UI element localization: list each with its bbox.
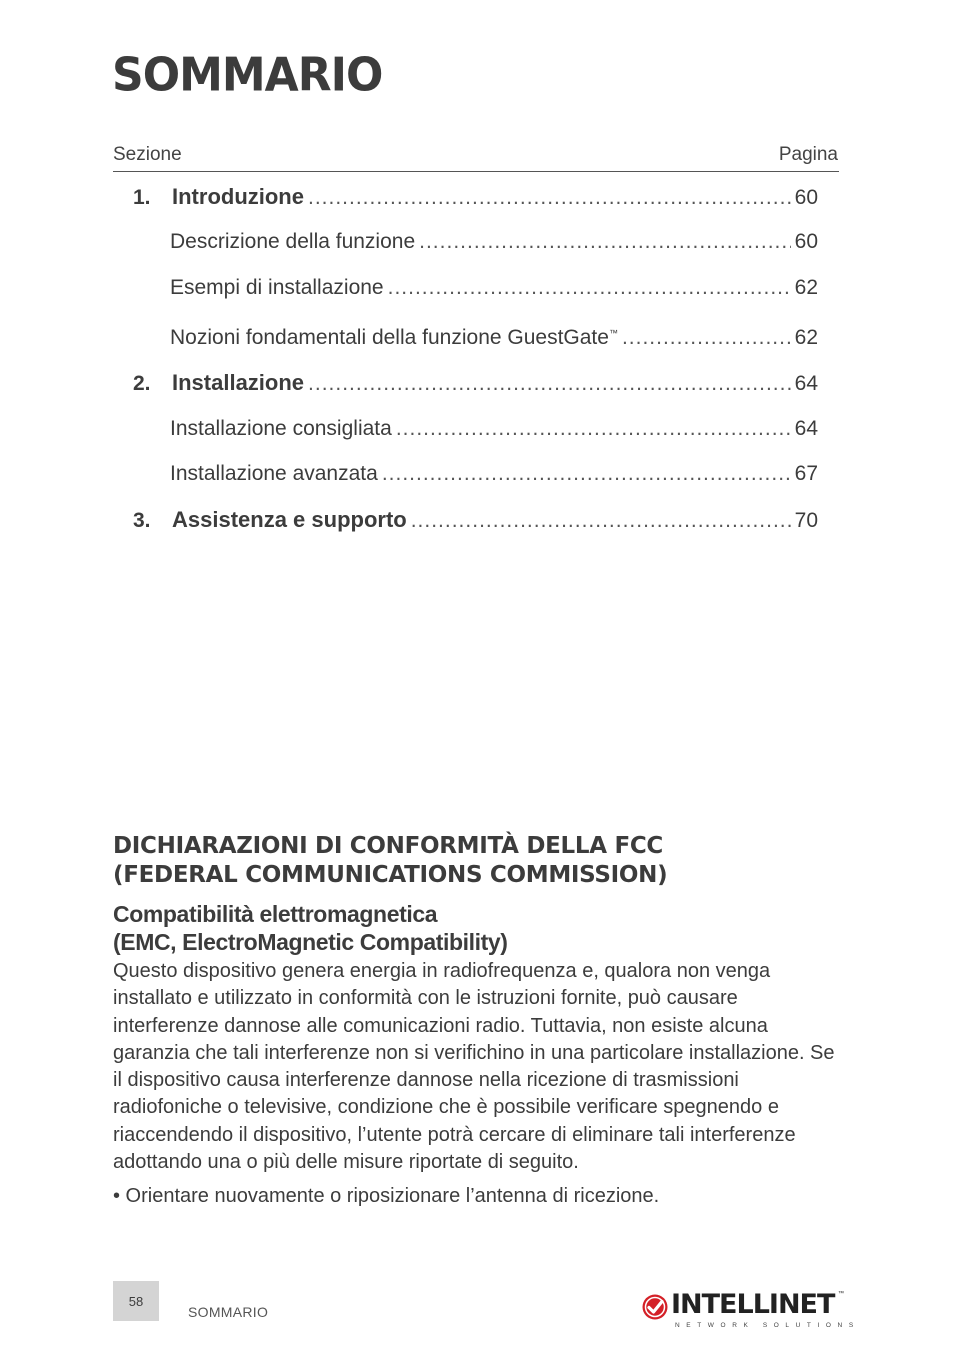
toc-entry-installazione-consigliata[interactable] [170,417,818,441]
toc-entry-assistenza[interactable] [133,507,818,533]
toc-entry-label: Installazione [172,370,305,395]
toc-leader-dots [622,326,791,350]
toc-leader-dots [388,276,791,300]
toc-entry-label-text: Nozioni fondamentali della funzione GuestGate [170,326,609,349]
toc-entry-installazione[interactable] [133,370,818,396]
toc-entry-label [170,326,618,350]
toc-divider [113,171,839,172]
emc-bullet-item: • Orientare nuovamente o riposizionare l’antenna di ricezione. [113,1185,660,1207]
toc-entry-label: Installazione avanzata [170,462,378,485]
intellinet-logo [641,1289,860,1333]
toc-entry-page: 60 [794,230,818,253]
toc-entry-esempi[interactable] [170,276,818,300]
toc-leader-dots [382,462,791,486]
toc-entry-installazione-avanzata[interactable] [170,462,818,486]
logo-trademark: ™ [838,1291,844,1297]
emc-title-line1: Compatibilità elettromagnetica [113,901,438,927]
toc-entry-page: 62 [794,326,818,349]
toc-entry-label: Introduzione [172,184,304,209]
toc-entry-page: 67 [794,462,818,485]
toc-section-heading: Sezione [113,144,182,165]
toc-entry-label: Esempi di installazione [170,276,384,299]
emc-title-line2: (EMC, ElectroMagnetic Compatibility) [113,929,508,955]
toc-entry-page: 64 [794,372,818,395]
toc-entry-label: Descrizione della funzione [170,230,416,253]
fcc-section-title [113,832,667,890]
toc-page-heading: Pagina [778,144,838,165]
check-circle-icon [641,1293,669,1321]
toc-leader-dots [411,509,791,533]
page-number-badge [113,1281,159,1321]
toc-entry-label: Installazione consigliata [170,417,392,440]
toc-entry-page: 64 [794,417,818,440]
toc-entry-introduzione[interactable] [133,184,818,210]
toc-entry-page: 62 [794,276,818,299]
trademark-mark: ™ [608,328,618,338]
fcc-title-line1: DICHIARAZIONI DI CONFORMITÀ DELLA FCC [113,833,664,859]
fcc-title-line2: (FEDERAL COMMUNICATIONS COMMISSION) [113,862,668,888]
toc-entry-page: 60 [794,186,818,209]
toc-entry-number: 3. [133,509,151,532]
toc-leader-dots [308,372,791,396]
toc-entry-number: 1. [133,186,151,209]
toc-leader-dots [396,417,791,441]
page-number: 58 [128,1293,144,1309]
toc-header [113,144,838,166]
emc-subtitle [113,900,508,956]
toc-entry-guestgate[interactable] [170,326,818,350]
logo-wordmark: INTELLINET [671,1289,835,1320]
toc-leader-dots [419,230,791,254]
toc-entry-number: 2. [133,372,151,395]
page-title: SOMMARIO [112,48,383,103]
toc-entry-label: Assistenza e supporto [172,507,407,532]
toc-entry-descrizione[interactable] [170,230,818,254]
footer-section-label: SOMMARIO [188,1304,269,1320]
emc-body-paragraph: Questo dispositivo genera energia in radiofrequenza e, qualora non venga installato e utilizzato in conformità con le istruzioni fornite, può causare interferenze dannose alle comunicazioni radio. Tuttavia, non esiste alcuna garanzia che tali interferenze non si verifichino in una particolare installazione. Se il dispositivo causa interferenze dannose nella ricezione di trasmissioni radiofoniche o televisive, condizione che è possibile verificare spegnendo e riaccendendo il dispositivo, l’utente potrà cercare di eliminare tali interferenze adottando una o più delle misure riportate di seguito. [113,960,835,1174]
toc-leader-dots [308,186,791,210]
toc-entry-page: 70 [794,509,818,532]
logo-subtitle: NETWORK SOLUTIONS [675,1322,860,1329]
